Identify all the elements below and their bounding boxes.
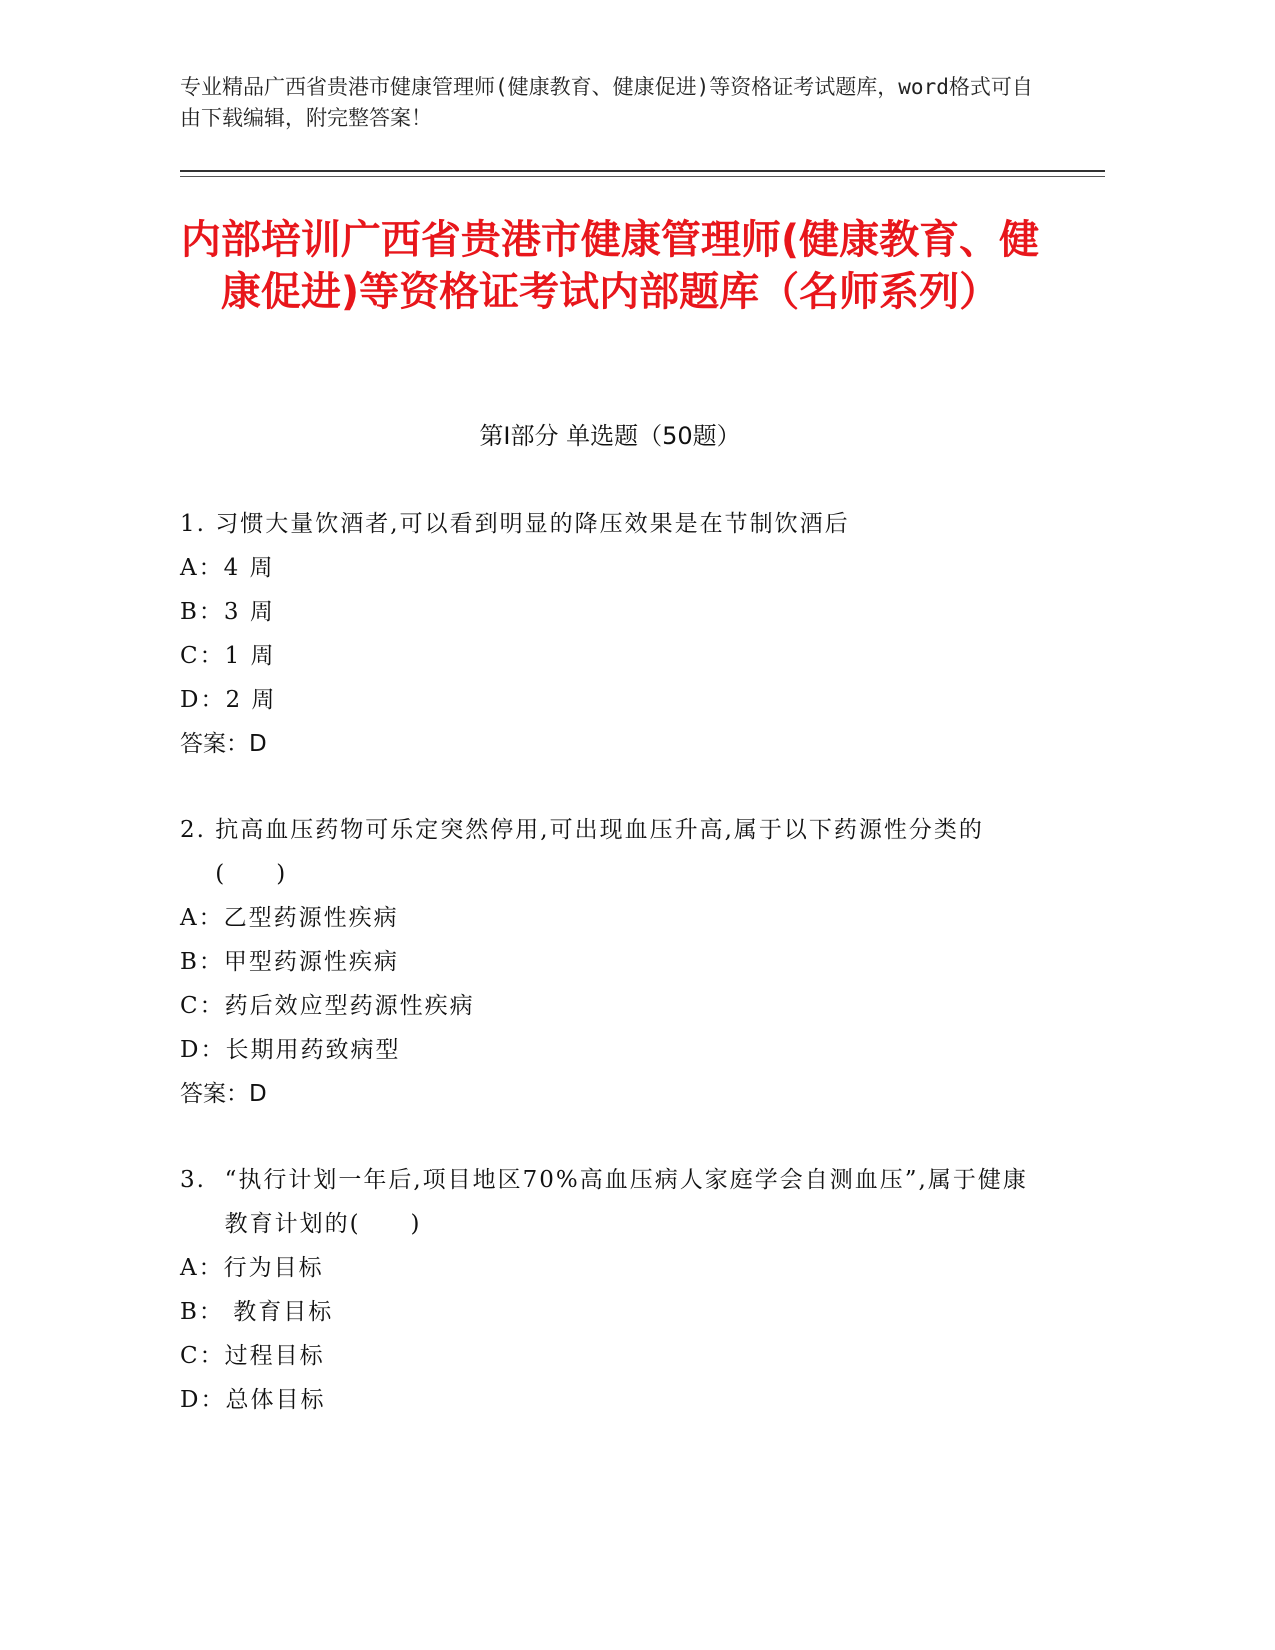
option-d: D：长期用药致病型 (180, 1037, 401, 1063)
question-number: 1. (180, 511, 206, 537)
question-list (180, 502, 1040, 1464)
option-b: B：甲型药源性疾病 (180, 949, 399, 975)
answer: 答案：D (180, 731, 267, 757)
header-divider-thin (180, 176, 1105, 177)
option-c: C：过程目标 (180, 1343, 325, 1369)
option-c: C：1 周 (180, 643, 276, 669)
document-title: 内部培训广西省贵港市健康管理师(健康教育、健康促进)等资格证考试内部题库（名师系列） (180, 217, 1040, 315)
header-divider-thick (180, 170, 1105, 172)
option-d: D：2 周 (180, 687, 277, 713)
question-1 (180, 502, 1040, 766)
question-text: “执行计划一年后,项目地区70%高血压病人家庭学会自测血压”,属于健康教育计划的( ) (224, 1167, 1028, 1237)
option-d: D：总体目标 (180, 1387, 326, 1413)
question-number: 3. (180, 1167, 206, 1193)
option-b: B：3 周 (180, 599, 275, 625)
option-a: A：行为目标 (180, 1255, 324, 1281)
option-b: B： 教育目标 (180, 1299, 334, 1325)
question-stem (180, 1158, 1040, 1246)
question-2 (180, 808, 1040, 1116)
question-text: 抗高血压药物可乐定突然停用,可出现血压升高,属于以下药源性分类的( ) (215, 817, 984, 887)
option-a: A：4 周 (180, 555, 275, 581)
question-stem (180, 808, 1040, 896)
question-number: 2. (180, 817, 206, 843)
section-title: 第Ⅰ部分 单选题（50题） (479, 422, 741, 450)
option-a: A：乙型药源性疾病 (180, 905, 399, 931)
answer: 答案：D (180, 1081, 267, 1107)
question-text: 习惯大量饮酒者,可以看到明显的降压效果是在节制饮酒后 (215, 511, 850, 537)
question-3 (180, 1158, 1040, 1422)
question-stem (180, 502, 1040, 546)
header-note: 专业精品广西省贵港市健康管理师(健康教育、健康促进)等资格证考试题库，word格式可自由下载编辑，附完整答案！ (180, 75, 1033, 130)
option-c: C：药后效应型药源性疾病 (180, 993, 475, 1019)
